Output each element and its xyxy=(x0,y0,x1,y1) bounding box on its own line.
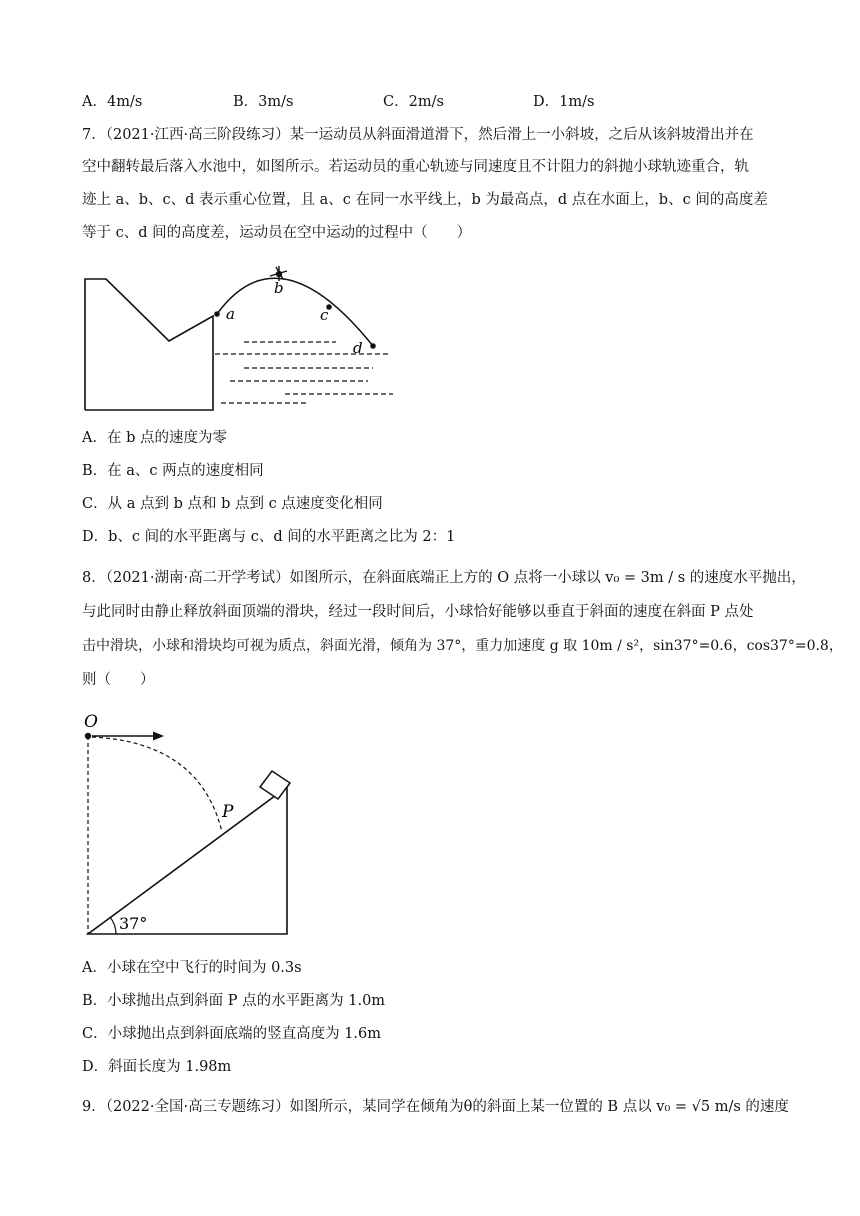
q7-stem-line-3: 迹上 a、b、c、d 表示重心位置，且 a、c 在同一水平线上，b 为最高点，d 点在水面上，b、c 间的高度差 xyxy=(82,192,768,208)
q8-option-c: C．小球抛出点到斜面底端的竖直高度为 1.6m xyxy=(82,1026,382,1042)
q7-option-d: D．b、c 间的水平距离与 c、d 间的水平距离之比为 2：1 xyxy=(82,529,456,545)
q8-incline xyxy=(88,787,287,934)
q8-stem-line-1: 8．（2021·湖南·高二开学考试）如图所示，在斜面底端正上方的 O 点将一小球以 v₀ = 3m / s 的速度水平抛出， xyxy=(82,570,806,586)
q7-stem-line-2: 空中翻转最后落入水池中，如图所示。若运动员的重心轨迹与同速度且不计阻力的斜抛小球轨迹重合，轨 xyxy=(82,159,749,175)
q8-point-o xyxy=(85,733,91,739)
q8-label-p: P xyxy=(222,802,234,822)
q8-label-o: O xyxy=(84,712,98,732)
q7-label-c: c xyxy=(320,306,329,324)
q7-label-b: b xyxy=(274,279,284,297)
q8-stem-line-4: 则（ ） xyxy=(82,672,155,688)
q6-option-b: B．3m/s xyxy=(233,94,294,110)
q8-option-a: A．小球在空中飞行的时间为 0.3s xyxy=(82,960,302,976)
q9-stem-line-1: 9．（2022·全国·高三专题练习）如图所示，某同学在倾角为θ的斜面上某一位置的 B 点以 v₀ = √5 m/s 的速度 xyxy=(82,1099,789,1115)
q7-stem-line-4: 等于 c、d 间的高度差，运动员在空中运动的过程中（ ） xyxy=(82,225,472,241)
q7-point-a xyxy=(214,311,220,317)
q8-option-d: D．斜面长度为 1.98m xyxy=(82,1059,232,1075)
q8-figure xyxy=(80,708,300,944)
arrow-head-icon xyxy=(153,732,164,741)
q7-point-d xyxy=(370,343,376,349)
q6-option-d: D．1m/s xyxy=(533,94,595,110)
q7-water-lines xyxy=(215,342,393,403)
q8-stem-line-3: 击中滑块，小球和滑块均可视为质点，斜面光滑，倾角为 37°，重力加速度 g 取 10m / s²，sin37°=0.6，cos37°=0.8， xyxy=(82,638,843,654)
q6-option-a: A．4m/s xyxy=(82,94,143,110)
q7-slope-outline xyxy=(85,279,213,410)
q7-label-d: d xyxy=(353,339,363,357)
q8-block xyxy=(260,771,290,799)
q7-option-b: B．在 a、c 两点的速度相同 xyxy=(82,463,264,479)
q8-label-angle: 37° xyxy=(119,914,148,933)
q8-angle-arc xyxy=(110,917,116,934)
q8-trajectory xyxy=(92,737,222,832)
q6-option-c: C．2m/s xyxy=(383,94,444,110)
q8-stem-line-2: 与此同时由静止释放斜面顶端的滑块，经过一段时间后，小球恰好能够以垂直于斜面的速度在斜面 P 点处 xyxy=(82,604,754,620)
q7-stem-line-1: 7．（2021·江西·高三阶段练习）某一运动员从斜面滑道滑下，然后滑上一小斜坡，之后从该斜坡滑出并在 xyxy=(82,127,754,143)
q7-option-c: C．从 a 点到 b 点和 b 点到 c 点速度变化相同 xyxy=(82,496,383,512)
q7-label-a: a xyxy=(226,305,235,323)
q7-trajectory xyxy=(217,278,373,346)
q8-option-b: B．小球抛出点到斜面 P 点的水平距离为 1.0m xyxy=(82,993,386,1009)
q7-figure xyxy=(80,264,400,414)
q7-option-a: A．在 b 点的速度为零 xyxy=(82,430,227,446)
